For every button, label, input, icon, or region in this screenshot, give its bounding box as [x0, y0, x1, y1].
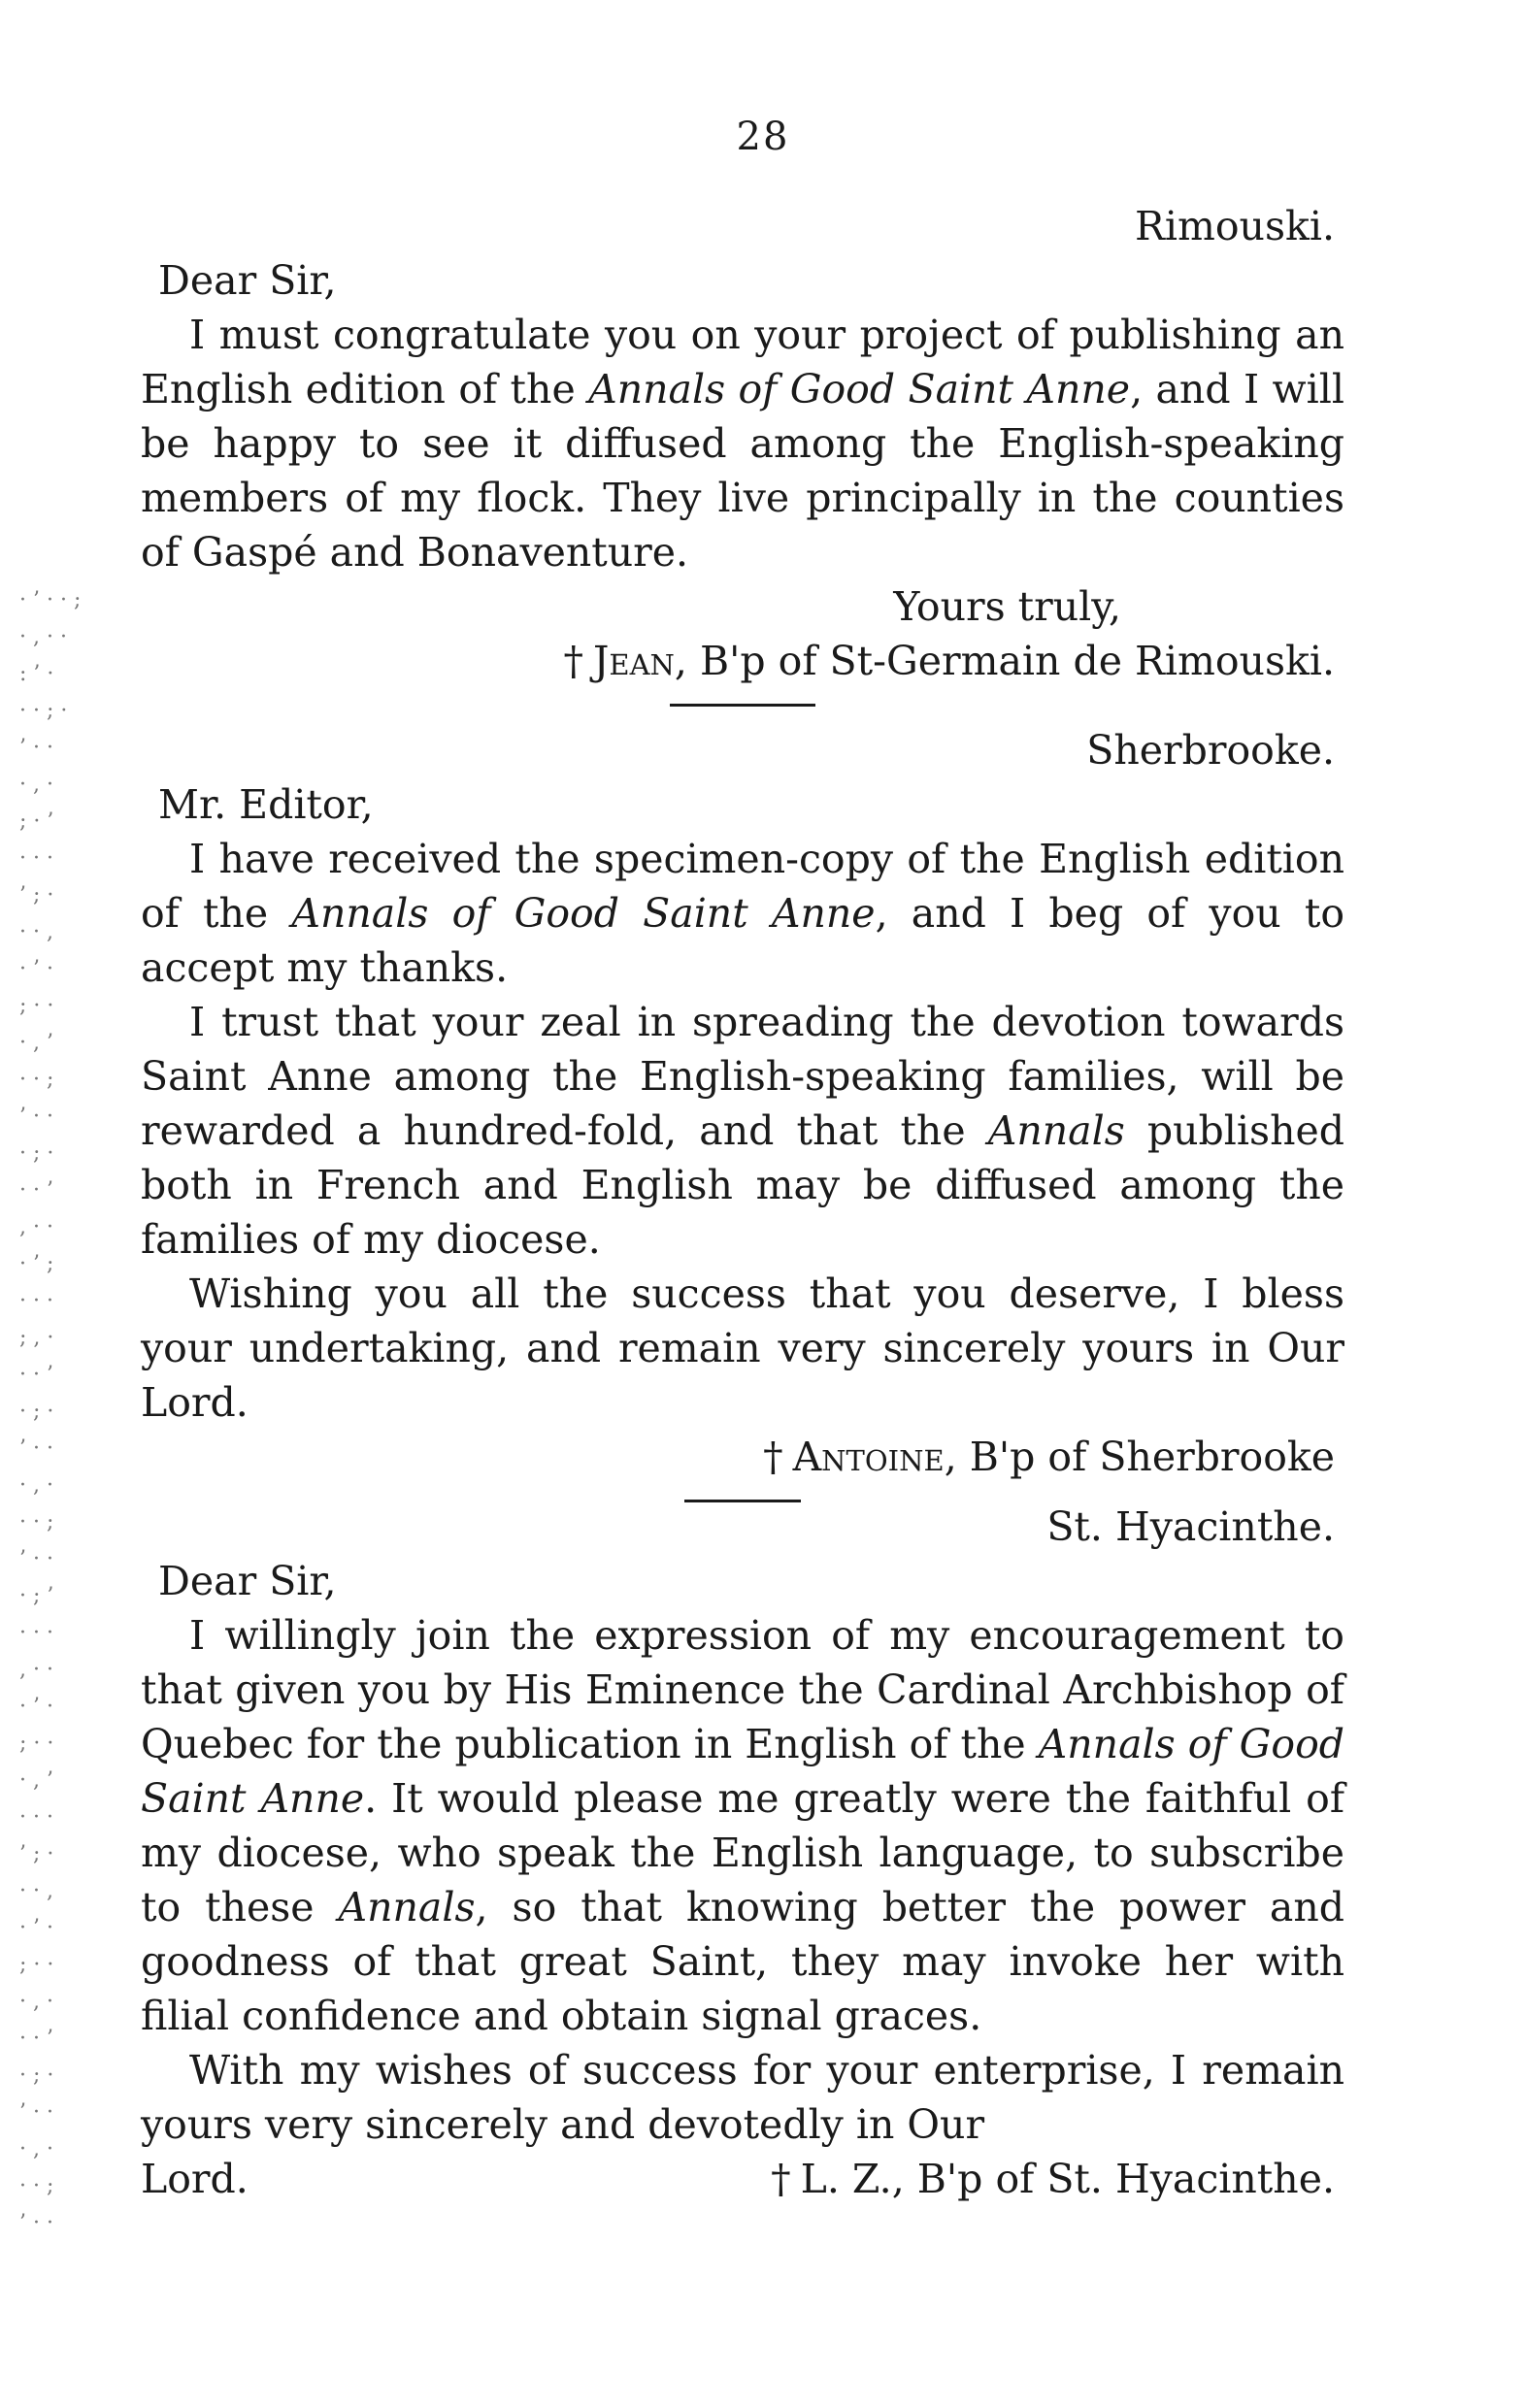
italic-title: Annals	[987, 1107, 1125, 1154]
letter-signature	[141, 634, 1344, 688]
letter-paragraph	[141, 2043, 1344, 2152]
letter-salutation: Dear Sir,	[158, 1558, 337, 1604]
italic-title: Annals of Good Saint Anne	[291, 890, 876, 937]
signature-name: Antoine	[792, 1434, 945, 1480]
letter-place: Sherbrooke.	[1086, 727, 1335, 774]
signature-name: Jean	[592, 638, 675, 684]
letter-closing: Yours truly,	[893, 583, 1121, 630]
letter-st-hyacinthe	[141, 1500, 1344, 2206]
letter-paragraph	[141, 1608, 1344, 2043]
text-run: , and I beg of you to accept my thanks.	[141, 890, 1344, 991]
cross-symbol: †	[563, 638, 583, 684]
signature-name: L. Z.	[800, 2156, 892, 2202]
signature-title: , B'p of St. Hyacinthe.	[891, 2156, 1335, 2202]
section-divider	[670, 704, 815, 707]
letter-paragraph	[141, 308, 1344, 579]
text-run: I must congratulate you on your project of publishing an English edition of the	[141, 312, 1344, 412]
text-run: , so that knowing better the power and goodness of that great Saint, they may invoke her with filial confidence and obtain signal graces.	[141, 1884, 1344, 2039]
text-run: , and I will be happy to see it diffused among the English-speaking members of my flock. They live principally in the counties of Gaspé and Bonaventure.	[141, 366, 1344, 576]
text-run: I willingly join the expression of my encouragement to that given you by His Eminence the Cardinal Archbishop of Quebec for the publication in English of the	[141, 1612, 1344, 1767]
text-run: I trust that your zeal in spreading the devotion towards Saint Anne among the English-speaking families, will be rewarded a hundred-fold, and that the	[141, 999, 1344, 1154]
italic-title: Annals of Good Saint Anne	[141, 1721, 1344, 1822]
letter-paragraph	[141, 832, 1344, 995]
letter-signature	[141, 1430, 1344, 1484]
text-run: published both in French and English may be diffused among the families of my diocese.	[141, 1107, 1344, 1263]
letter-salutation: Dear Sir,	[158, 257, 337, 304]
letter-paragraph	[141, 1267, 1344, 1430]
text-run: Wishing you all the success that you deserve, I bless your undertaking, and remain very sincerely yours in Our Lord.	[141, 1270, 1344, 1426]
letter-paragraph	[141, 995, 1344, 1267]
scan-margin-specks: · ’ · · ; · , · · : ’ · · · ; · ’ · · · , · ; · ’ · · · ’ ; · · · , · ’ · ; · · · , ’ · · ; ’ · · · ; · · · ’ , · · · ’ ; · · · ; , · · · ’ · ; · ’ · · · , · · · ; ’ · · · ; ’ · · · , · · · ’ · ; · · · , ’ · · · ’ ; · · · , · ’ · ; · · · , · · · ’ · ; · ’ · · · , · · · ; ’ · ·	[19, 588, 82, 2235]
letter-sherbrooke	[141, 723, 1344, 1524]
letter-salutation: Mr. Editor,	[158, 781, 374, 828]
signature-title: , B'p of Sherbrooke	[944, 1434, 1335, 1480]
final-signature-line	[141, 2152, 1344, 2206]
letter-place: St. Hyacinthe.	[1046, 1503, 1335, 1550]
italic-title: Annals	[338, 1884, 476, 1930]
italic-title: Annals of Good Saint Anne	[588, 366, 1131, 412]
letter-place: Rimouski.	[1135, 203, 1335, 249]
cross-symbol: †	[763, 1434, 783, 1480]
text-run: . It would please me greatly were the faithful of my diocese, who speak the English language, to subscribe to these	[141, 1775, 1345, 1930]
text-run: With my wishes of success for your enterprise, I remain yours very sincerely and devotedly in Our	[141, 2047, 1344, 2148]
letter-signature	[771, 2152, 1335, 2206]
signature-title: , B'p of St-Germain de Rimouski.	[674, 638, 1335, 684]
page-number: 28	[736, 115, 790, 159]
text-run: I have received the specimen-copy of the English edition of the	[141, 836, 1344, 937]
cross-symbol: †	[771, 2156, 791, 2202]
final-word: Lord.	[141, 2156, 249, 2202]
letter-rimouski	[141, 199, 1344, 728]
